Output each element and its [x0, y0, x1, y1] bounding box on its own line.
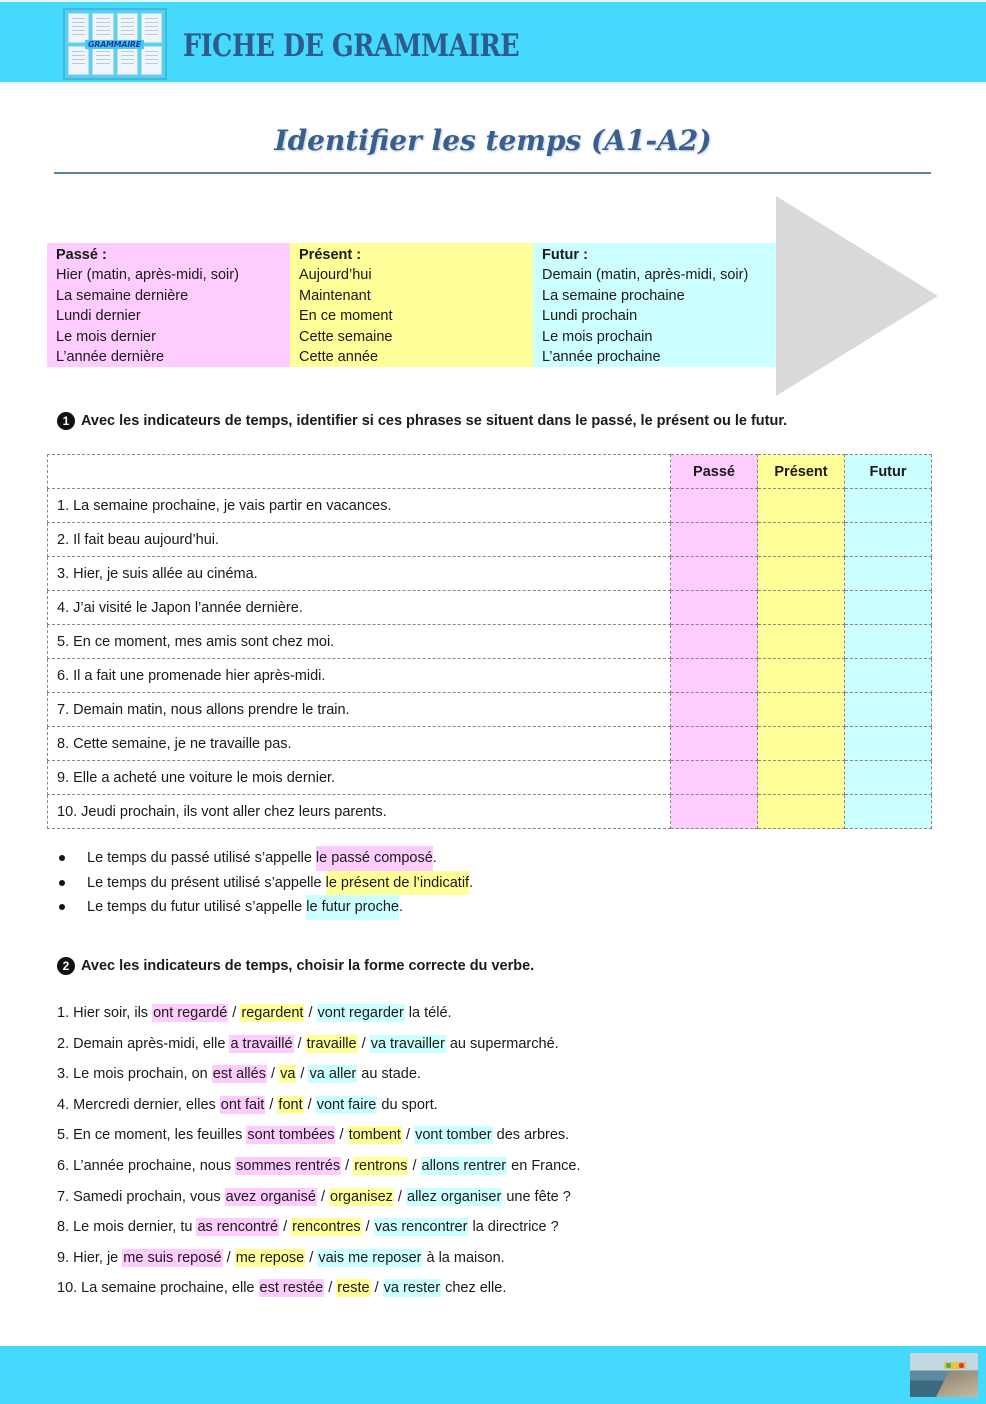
option-futur[interactable]: allons rentrer — [421, 1157, 507, 1174]
item-suffix: des arbres. — [492, 1127, 570, 1144]
column-header-present: Présent — [758, 455, 845, 489]
answer-cell-futur[interactable] — [845, 761, 932, 795]
header-title: FICHE DE GRAMMAIRE — [183, 28, 520, 64]
answer-cell-present[interactable] — [758, 489, 845, 523]
logo-label: GRAMMAIRE — [85, 40, 144, 49]
item-prefix: 7. Samedi prochain, vous — [57, 1188, 225, 1205]
separator: / — [265, 1096, 278, 1113]
bullet-icon — [59, 880, 65, 886]
sentence-cell: 6. Il a fait une promenade hier après-midi. — [48, 659, 671, 693]
item-prefix: 3. Le mois prochain, on — [57, 1066, 212, 1083]
option-present[interactable]: rentrons — [354, 1157, 408, 1174]
grammar-logo — [63, 8, 167, 80]
separator: / — [370, 1280, 383, 1297]
item-prefix: 6. L’année prochaine, nous — [57, 1157, 236, 1174]
table-row — [48, 557, 932, 591]
timeline-item: Demain (matin, après-midi, soir) — [542, 267, 749, 284]
answer-cell-futur[interactable] — [845, 523, 932, 557]
answer-cell-present[interactable] — [758, 727, 845, 761]
exercise2-list — [57, 1001, 580, 1307]
exercise2-item — [57, 1062, 580, 1093]
item-prefix: 10. La semaine prochaine, elle — [57, 1280, 259, 1297]
column-header-passe: Passé — [671, 455, 758, 489]
conclusion-item — [58, 895, 473, 920]
table-row — [48, 761, 932, 795]
timeline-item: Maintenant — [299, 287, 371, 304]
timeline-item: Lundi prochain — [542, 308, 638, 325]
exercise2-item — [57, 1093, 580, 1124]
timeline-passe — [47, 243, 290, 367]
conclusions-list — [58, 846, 473, 920]
sentence-cell: 3. Hier, je suis allée au cinéma. — [48, 557, 671, 591]
option-present[interactable]: font — [278, 1096, 303, 1113]
timeline-item: Cette année — [299, 349, 379, 366]
item-suffix: chez elle. — [441, 1280, 507, 1297]
item-suffix: la directrice ? — [468, 1219, 559, 1236]
sentence-cell: 9. Elle a acheté une voiture le mois dernier. — [48, 761, 671, 795]
item-prefix: 2. Demain après-midi, elle — [57, 1035, 230, 1052]
option-present[interactable]: rencontres — [292, 1219, 361, 1236]
option-passe[interactable]: as rencontré — [197, 1219, 279, 1236]
option-futur[interactable]: vont faire — [316, 1096, 377, 1113]
separator: / — [222, 1249, 235, 1266]
option-present[interactable]: travaille — [306, 1035, 357, 1052]
answer-cell-passe[interactable] — [671, 727, 758, 761]
column-header-futur: Futur — [845, 455, 932, 489]
table-row — [48, 693, 932, 727]
separator: / — [324, 1280, 337, 1297]
separator: / — [293, 1035, 306, 1052]
separator: / — [341, 1157, 354, 1174]
answer-cell-present[interactable] — [758, 659, 845, 693]
separator: / — [266, 1066, 280, 1083]
answer-cell-present[interactable] — [758, 693, 845, 727]
sentence-cell: 2. Il fait beau aujourd’hui. — [48, 523, 671, 557]
option-futur[interactable]: va rester — [383, 1280, 441, 1297]
answer-cell-futur[interactable] — [845, 625, 932, 659]
answer-cell-present[interactable] — [758, 761, 845, 795]
answer-cell-futur[interactable] — [845, 659, 932, 693]
item-prefix: 8. Le mois dernier, tu — [57, 1219, 197, 1236]
table-row — [48, 489, 932, 523]
separator: / — [303, 1096, 316, 1113]
exercise1-table — [47, 454, 932, 829]
bullet-icon — [59, 904, 65, 910]
option-futur[interactable]: vont regarder — [317, 1005, 404, 1021]
answer-cell-futur[interactable] — [845, 557, 932, 591]
answer-cell-passe[interactable] — [671, 557, 758, 591]
table-header-row — [48, 455, 932, 489]
exercise2-item — [57, 1276, 580, 1307]
answer-cell-passe[interactable] — [671, 795, 758, 829]
item-prefix: 9. Hier, je — [57, 1249, 123, 1266]
item-prefix: 4. Mercredi dernier, elles — [57, 1096, 220, 1113]
table-row — [48, 523, 932, 557]
table-row — [48, 625, 932, 659]
boat-photo — [910, 1353, 978, 1397]
exercise2-item — [57, 1032, 580, 1063]
option-present[interactable]: tombent — [348, 1127, 401, 1144]
exercise2-item — [57, 1001, 580, 1032]
separator: / — [316, 1188, 330, 1205]
timeline-item: Le mois prochain — [542, 328, 653, 345]
separator: / — [296, 1066, 309, 1083]
item-prefix: 5. En ce moment, les feuilles — [57, 1127, 247, 1144]
separator: / — [357, 1035, 370, 1052]
option-passe[interactable]: ont fait — [220, 1096, 265, 1113]
conclusion-text: Le temps du présent utilisé s’appelle — [87, 874, 326, 891]
timeline-item: La semaine dernière — [56, 287, 189, 304]
exercise2-instruction-text: Avec les indicateurs de temps, choisir la forme correcte du verbe. — [81, 958, 535, 974]
item-suffix: en France. — [507, 1157, 581, 1174]
sentence-cell: 10. Jeudi prochain, ils vont aller chez leurs parents. — [48, 795, 671, 829]
footer-band — [0, 1346, 986, 1404]
sentence-cell: 5. En ce moment, mes amis sont chez moi. — [48, 625, 671, 659]
table-row — [48, 591, 932, 625]
exercise2-item — [57, 1246, 580, 1277]
timeline-item: L’année prochaine — [542, 349, 661, 366]
option-futur[interactable]: va aller — [309, 1066, 357, 1083]
separator: / — [305, 1249, 318, 1266]
option-passe[interactable]: avez organisé — [225, 1188, 316, 1205]
item-suffix: à la maison. — [422, 1249, 505, 1266]
sentence-cell: 7. Demain matin, nous allons prendre le train. — [48, 693, 671, 727]
separator: / — [408, 1157, 421, 1174]
timeline-item: L’année dernière — [56, 349, 165, 366]
sentence-cell: 1. La semaine prochaine, je vais partir en vacances. — [48, 489, 671, 523]
conclusion-suffix: . — [398, 899, 403, 915]
separator: / — [304, 1005, 317, 1021]
exercise2-item — [57, 1215, 580, 1246]
table-header-blank — [48, 455, 671, 489]
answer-cell-futur[interactable] — [845, 795, 932, 829]
item-suffix: au supermarché. — [445, 1035, 559, 1052]
conclusion-suffix: . — [432, 850, 437, 866]
conclusion-text: Le temps du passé utilisé s’appelle — [87, 850, 316, 866]
answer-cell-passe[interactable] — [671, 523, 758, 557]
answer-cell-present[interactable] — [758, 625, 845, 659]
exercise2-item — [57, 1185, 580, 1216]
exercise1-instruction-text: Avec les indicateurs de temps, identifier si ces phrases se situent dans le passé, le présent ou le futur. — [81, 413, 788, 429]
table-row — [48, 659, 932, 693]
timeline-item: Cette semaine — [299, 328, 393, 345]
option-futur[interactable]: vont tomber — [415, 1127, 492, 1144]
answer-cell-present[interactable] — [758, 591, 845, 625]
option-futur[interactable]: vais me reposer — [318, 1249, 422, 1266]
item-suffix: une fête ? — [502, 1188, 571, 1205]
option-passe[interactable]: a travaillé — [230, 1035, 293, 1052]
item-suffix: la télé. — [404, 1005, 452, 1021]
number-badge-icon: 2 — [57, 957, 75, 975]
option-present[interactable]: va — [280, 1066, 296, 1083]
conclusion-suffix: . — [469, 874, 474, 891]
answer-cell-present[interactable] — [758, 795, 845, 829]
timeline-item: Hier (matin, après-midi, soir) — [56, 267, 239, 284]
timeline-item: En ce moment — [299, 308, 393, 325]
answer-cell-futur[interactable] — [845, 693, 932, 727]
timeline-item: La semaine prochaine — [542, 287, 685, 304]
separator: / — [361, 1219, 374, 1236]
timeline-arrow-icon — [776, 196, 938, 396]
timeline-item: Lundi dernier — [56, 308, 141, 325]
answer-cell-futur[interactable] — [845, 591, 932, 625]
number-badge-icon: 1 — [57, 412, 75, 430]
option-present[interactable]: me repose — [235, 1249, 305, 1266]
table-row — [48, 795, 932, 829]
separator: / — [228, 1005, 241, 1021]
conclusion-item — [58, 846, 473, 871]
exercise2-item — [57, 1154, 580, 1185]
timeline-item: Le mois dernier — [56, 328, 156, 345]
table-row — [48, 727, 932, 761]
option-futur[interactable]: allez organiser — [407, 1188, 502, 1205]
option-futur[interactable]: vas rencontrer — [374, 1219, 468, 1236]
exercise2-instruction — [57, 957, 534, 975]
timeline-present — [290, 243, 533, 367]
option-present[interactable]: reste — [337, 1280, 370, 1297]
answer-cell-passe[interactable] — [671, 489, 758, 523]
answer-cell-present[interactable] — [758, 523, 845, 557]
page-title: Identifier les temps (A1-A2) — [274, 124, 712, 157]
answer-cell-passe[interactable] — [671, 693, 758, 727]
title-divider — [54, 172, 931, 174]
answer-cell-passe[interactable] — [671, 625, 758, 659]
option-passe[interactable]: est restée — [259, 1280, 324, 1297]
item-suffix: au stade. — [357, 1066, 421, 1083]
answer-cell-present[interactable] — [758, 557, 845, 591]
timeline-present-heading: Présent : — [299, 247, 362, 263]
header-band — [0, 0, 986, 84]
item-prefix: 1. Hier soir, ils — [57, 1005, 153, 1021]
separator: / — [335, 1127, 348, 1144]
answer-cell-passe[interactable] — [671, 659, 758, 693]
answer-cell-passe[interactable] — [671, 761, 758, 795]
item-suffix: du sport. — [377, 1096, 438, 1113]
option-passe[interactable]: sommes rentrés — [236, 1157, 341, 1174]
option-present[interactable]: regardent — [241, 1005, 304, 1021]
answer-present: le présent de l’indicatif — [326, 871, 469, 896]
timeline-item: Aujourd’hui — [299, 267, 372, 284]
option-futur[interactable]: va travailler — [370, 1035, 445, 1052]
answer-passe: le passé composé — [316, 846, 433, 871]
answer-cell-passe[interactable] — [671, 591, 758, 625]
answer-futur: le futur proche — [306, 895, 399, 920]
answer-cell-futur[interactable] — [845, 727, 932, 761]
sentence-cell: 8. Cette semaine, je ne travaille pas. — [48, 727, 671, 761]
sentence-cell: 4. J’ai visité le Japon l’année dernière. — [48, 591, 671, 625]
option-passe[interactable]: ont regardé — [153, 1005, 228, 1021]
option-passe[interactable]: est allés — [212, 1066, 266, 1083]
exercise2-item — [57, 1123, 580, 1154]
exercise1-instruction — [57, 412, 787, 430]
separator: / — [401, 1127, 415, 1144]
conclusion-item — [58, 871, 473, 896]
timeline-futur-heading: Futur : — [542, 247, 588, 263]
answer-cell-futur[interactable] — [845, 489, 932, 523]
separator: / — [393, 1188, 406, 1205]
conclusion-text: Le temps du futur utilisé s’appelle — [87, 899, 307, 915]
option-passe[interactable]: sont tombées — [247, 1127, 335, 1144]
timeline-passe-heading: Passé : — [56, 247, 107, 263]
bullet-icon — [59, 855, 65, 861]
timeline-futur — [533, 243, 776, 367]
option-present[interactable]: organisez — [330, 1188, 393, 1205]
option-passe[interactable]: me suis reposé — [123, 1249, 222, 1266]
separator: / — [279, 1219, 292, 1236]
